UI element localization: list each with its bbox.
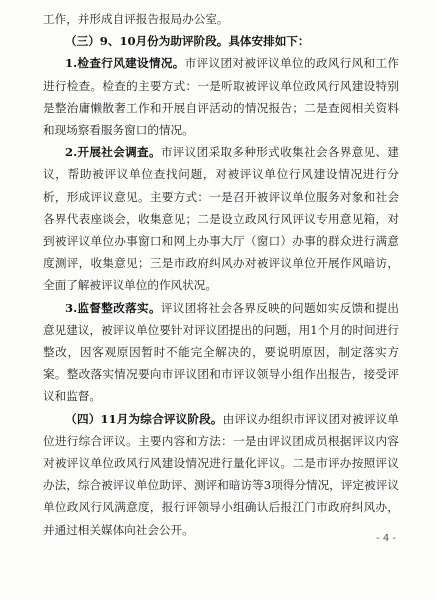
- item1-lead: 1.检查行风建设情况。: [65, 56, 185, 71]
- item3-body: 评议团将社会各界反映的问题如实反馈和提出意见建议，被评议单位要针对评议团提出的问题，用1个月的时间进行整改，因客观原因暂时不能完全解决的，要说明原因，制定落实方案。整改落实情况要向市评议团和市评议领导小组作出报告，接受评议和监督。: [43, 300, 399, 404]
- item2-body: 市评议团采取多种形式收集社会各界意见、建议，帮助被评议单位查找问题，对被评议单位行风建设情况进行分析，形成评议意见。主要方式：一是召开被评议单位服务对象和社会各界代表座谈会，收集意见；二是设立政风行风评议专用意见箱，对到被评议单位办事窗口和网上办事大厅（窗口）办事的群众进行满意度测评，收集意见；三是市政府纠风办对被评议单位开展作风暗访，全面了解被评议单位的作风状况。: [43, 145, 399, 293]
- phase3-item2: [0, 141, 436, 296]
- phase3-item3: [0, 297, 436, 408]
- page-number: - 4 -: [376, 533, 396, 544]
- phase3-heading-text: （三）9、10月份为助评阶段。具体安排如下：: [65, 34, 310, 49]
- phase4-paragraph: [0, 408, 436, 541]
- phase4-body: 由评议办组织市评议团对被评议单位进行综合评议。主要内容和方法：一是由评议团成员根据评议内容对被评议单位政风行风建设情况进行量化评议。二是市评办按照评议办法，综合被评议单位助评、测评和暗访等3项得分情况，评定被评议单位政风行风满意度，报行评领导小组确认后报江门市政府纠风办，并通过相关媒体向社会公开。: [43, 411, 399, 537]
- item3-lead: 3.监督整改落实。: [65, 300, 161, 315]
- phase4-heading: （四）11月为综合评议阶段。: [65, 411, 223, 426]
- continuation-text: 工作，并形成自评报告报局办公室。: [43, 12, 229, 26]
- item1-body: 市评议团对被评议单位的政风行风和工作进行检查。检查的主要方式：一是听取被评议单位政风行风建设特别是整治庸懒散奢工作和开展自评活动的情况报告；二是查阅相关资料和现场察看服务窗口的情况。: [43, 56, 399, 138]
- phase3-item1: [0, 52, 436, 141]
- item2-lead: 2.开展社会调查。: [65, 145, 161, 160]
- continuation-paragraph: [0, 8, 436, 30]
- phase3-heading: [0, 30, 436, 52]
